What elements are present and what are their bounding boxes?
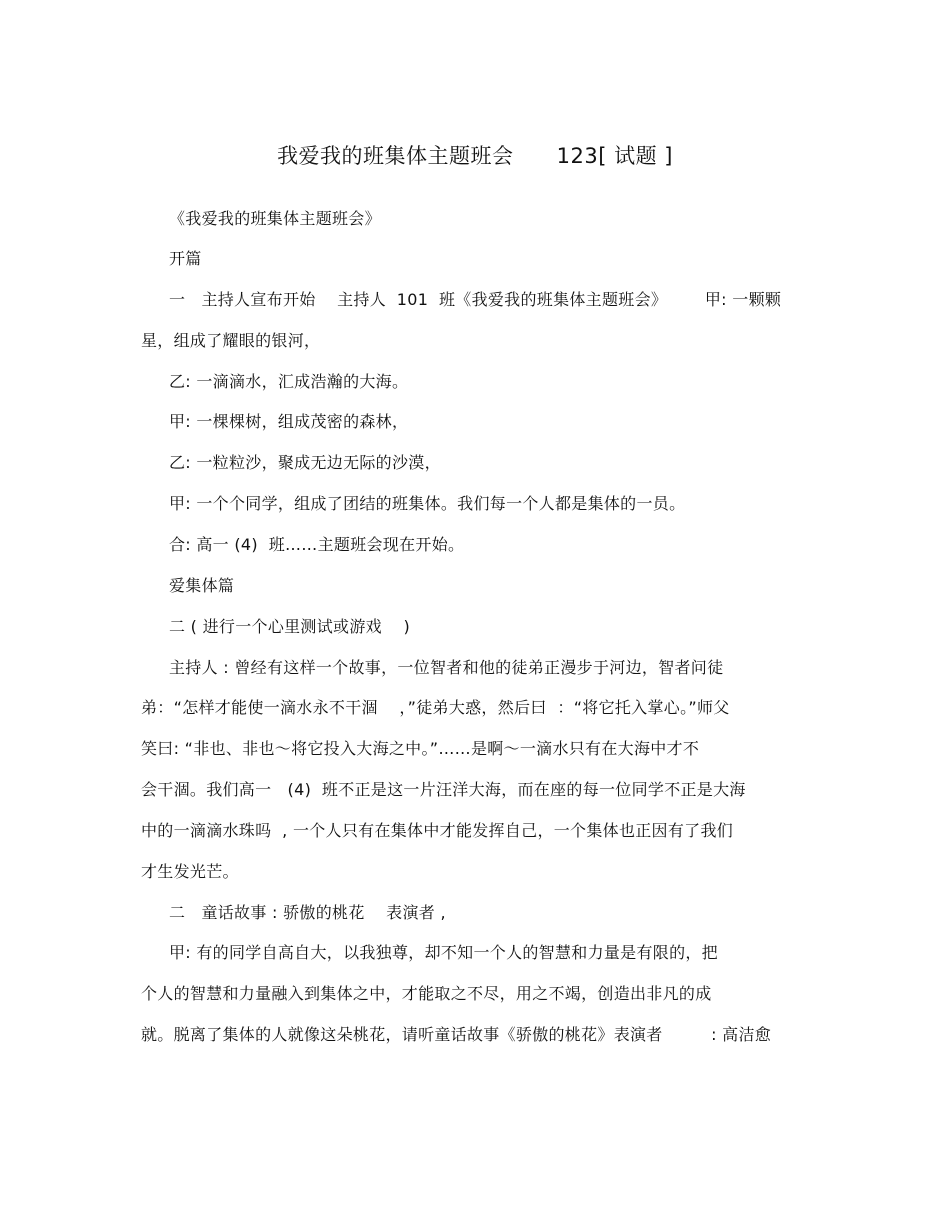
paragraph-line: 中的一滴滴水珠吗 , 一个人只有在集体中才能发挥自己，一个集体也正因有了我们 — [141, 821, 734, 840]
paragraph-line: 乙: 一粒粒沙，聚成无边无际的沙漠， — [169, 453, 441, 472]
paragraph-line: 一 主持人宣布开始 主持人 101 班《我爱我的班集体主题班会》 甲: 一颗颗 — [169, 290, 782, 309]
paragraph-line: 就。脱离了集体的人就像这朵桃花，请听童话故事《骄傲的桃花》表演者 : 高洁愈 — [141, 1025, 772, 1044]
paragraph-line: 笑曰: “非也、非也～将它投入大海之中。”……是啊～一滴水只有在大海中才不 — [141, 739, 700, 758]
paragraph-line: 二 ( 进行一个心里测试或游戏 ) — [169, 617, 411, 636]
paragraph-line: 乙: 一滴滴水，汇成浩瀚的大海。 — [169, 372, 409, 391]
paragraph-line: 会干涸。我们高一 (4) 班不正是这一片汪洋大海，而在座的每一位同学不正是大海 — [141, 780, 746, 799]
paragraph-line: 甲: 有的同学自高自大，以我独尊，却不知一个人的智慧和力量是有限的，把 — [169, 943, 718, 962]
paragraph-line: 弟：“怎样才能使一滴水永不干涸 ，”徒弟大惑，然后曰 ：“将它托入掌心。”师父 — [141, 698, 730, 717]
document-title: 我爱我的班集体主题班会 123[ 试题 ] — [277, 144, 673, 168]
subtitle-line: 《我爱我的班集体主题班会》 — [169, 209, 381, 228]
section-heading-love-collective: 爱集体篇 — [169, 576, 235, 595]
paragraph-line: 甲: 一棵棵树，组成茂密的森林， — [169, 412, 409, 431]
section-heading-opening: 开篇 — [169, 249, 202, 268]
paragraph-line: 才生发光芒。 — [141, 862, 239, 881]
paragraph-line: 二 童话故事 : 骄傲的桃花 表演者 , — [169, 903, 446, 922]
paragraph-line: 主持人 : 曾经有这样一个故事，一位智者和他的徒弟正漫步于河边，智者问徒 — [169, 658, 724, 677]
paragraph-line: 合: 高一 (4) 班……主题班会现在开始。 — [169, 535, 465, 554]
paragraph-line: 星，组成了耀眼的银河， — [141, 331, 321, 350]
paragraph-line: 甲: 一个个同学，组成了团结的班集体。我们每一个人都是集体的一员。 — [169, 494, 686, 513]
paragraph-line: 个人的智慧和力量融入到集体之中，才能取之不尽，用之不竭，创造出非凡的成 — [141, 984, 712, 1003]
